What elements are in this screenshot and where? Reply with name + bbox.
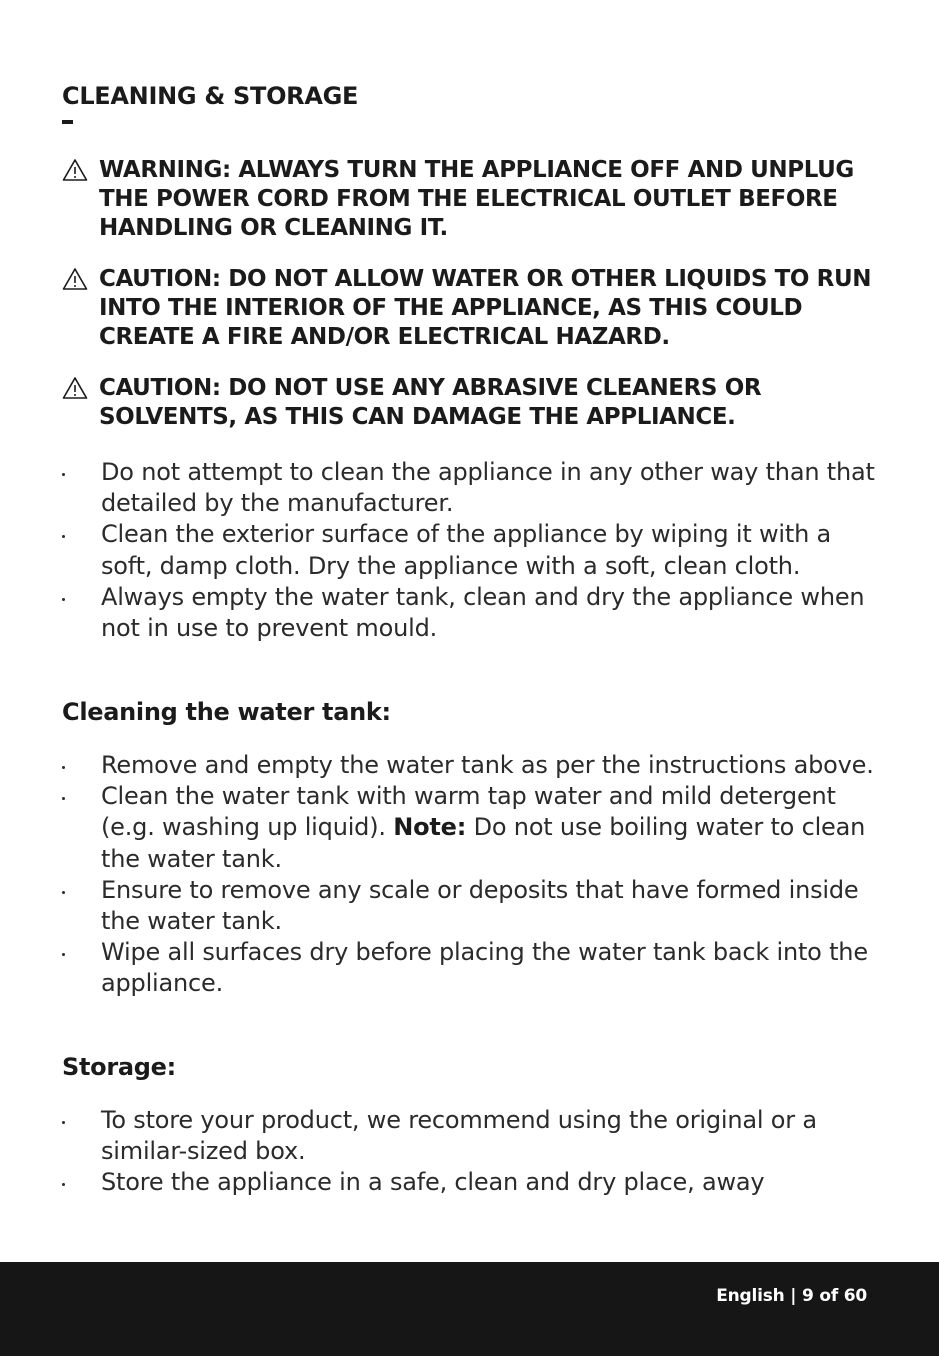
water-tank-list <box>62 750 882 1000</box>
list-item-text: Do not use boiling water to clean the water tank. <box>101 813 866 873</box>
title-underline-dash <box>62 120 73 124</box>
list-item: To store your product, we recommend using the original or a similar-sized box. <box>62 1105 882 1167</box>
general-cleaning-list <box>62 457 882 644</box>
warning-triangle-icon <box>62 158 88 182</box>
water-tank-heading: Cleaning the water tank: <box>62 698 391 726</box>
list-item: Remove and empty the water tank as per the instructions above. <box>62 750 882 781</box>
list-item <box>62 781 882 875</box>
list-item: Clean the exterior surface of the appliance by wiping it with a soft, damp cloth. Dry the appliance with a soft, clean cloth. <box>62 519 882 581</box>
list-item: Store the appliance in a safe, clean and dry place, away <box>62 1167 882 1198</box>
list-item-text: Clean the water tank with warm tap water and mild detergent (e.g. washing up liquid). <box>101 782 836 842</box>
caution-block <box>62 374 882 432</box>
list-item: Ensure to remove any scale or deposits that have formed inside the water tank. <box>62 875 882 937</box>
page-number: English | 9 of 60 <box>716 1286 867 1306</box>
list-item: Do not attempt to clean the appliance in any other way than that detailed by the manufacturer. <box>62 457 882 519</box>
list-item: Always empty the water tank, clean and dry the appliance when not in use to prevent mould. <box>62 582 882 644</box>
note-label: Note: <box>393 813 467 842</box>
storage-heading: Storage: <box>62 1053 176 1081</box>
warning-block <box>62 156 882 243</box>
section-title: CLEANING & STORAGE <box>62 82 359 110</box>
list-item: Wipe all surfaces dry before placing the water tank back into the appliance. <box>62 937 882 999</box>
caution-block <box>62 265 882 352</box>
warning-text: WARNING: ALWAYS TURN THE APPLIANCE OFF AND UNPLUG THE POWER CORD FROM THE ELECTRICAL OUTLET BEFORE HANDLING OR CLEANING IT. <box>99 157 854 241</box>
warning-triangle-icon <box>62 376 88 400</box>
caution-text: CAUTION: DO NOT USE ANY ABRASIVE CLEANERS OR SOLVENTS, AS THIS CAN DAMAGE THE APPLIANCE. <box>99 375 762 430</box>
storage-list <box>62 1105 882 1199</box>
page-footer <box>0 1262 939 1356</box>
caution-text: CAUTION: DO NOT ALLOW WATER OR OTHER LIQUIDS TO RUN INTO THE INTERIOR OF THE APPLIANCE, AS THIS COULD CREATE A FIRE AND/OR ELECTRICAL HAZARD. <box>99 266 872 350</box>
warning-triangle-icon <box>62 267 88 291</box>
